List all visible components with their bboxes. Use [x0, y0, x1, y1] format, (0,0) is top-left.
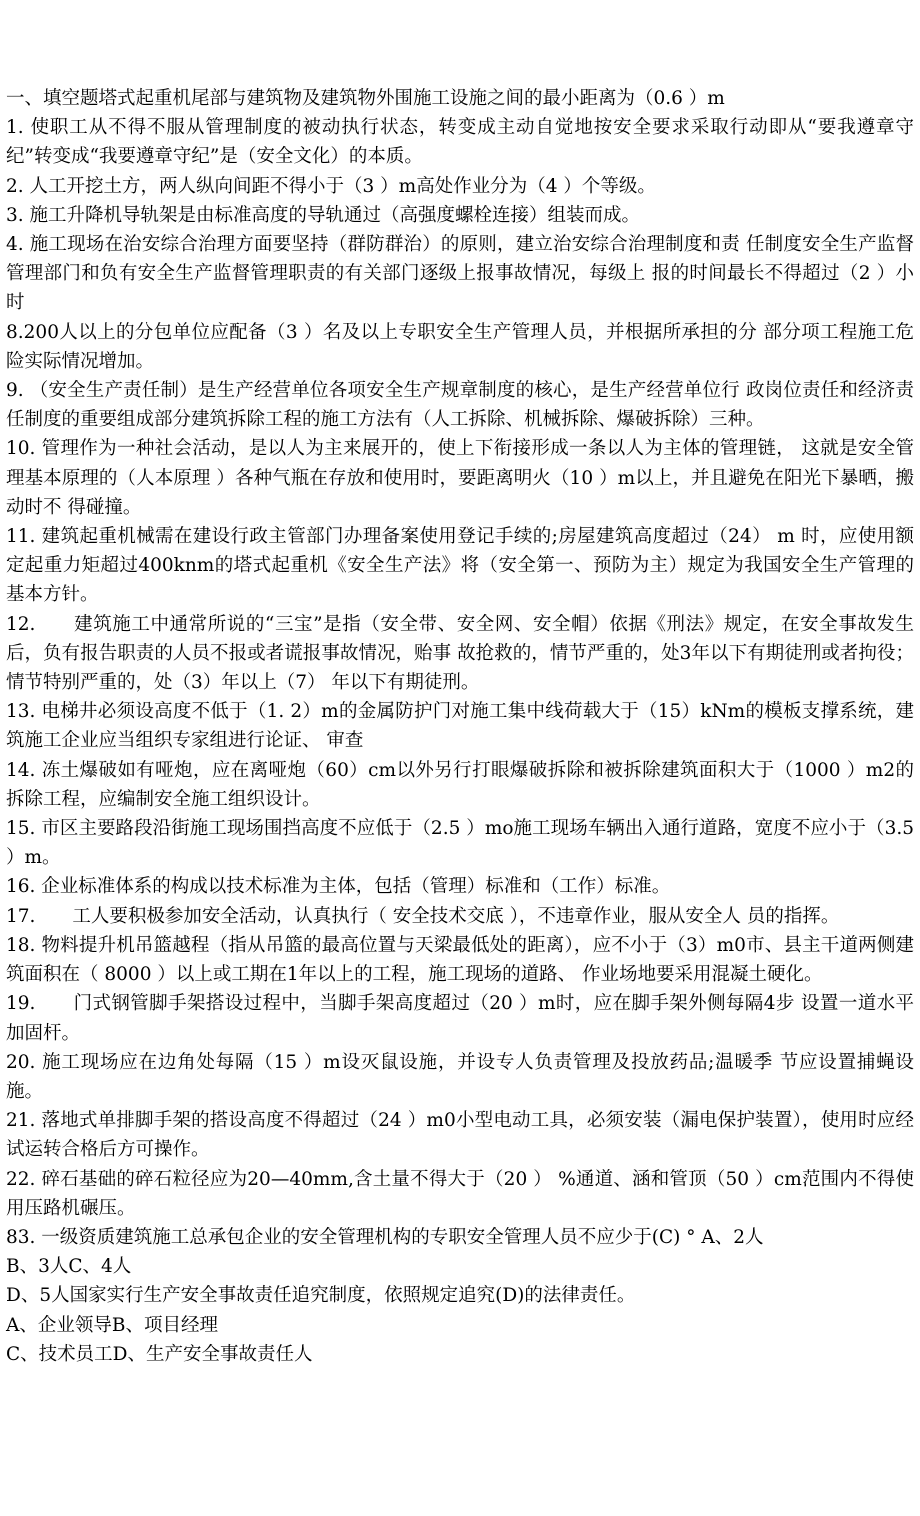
- question-8: 8.200人以上的分包单位应配备（3 ）名及以上专职安全生产管理人员，并根据所承担的分 部分项工程施工危险实际情况增加。: [6, 321, 914, 372]
- question-17: 17. 工人要积极参加安全活动，认真执行（ 安全技术交底 ），不违章作业，服从安全人 员的指挥。: [6, 905, 840, 927]
- question-13: 13. 电梯井必须设高度不低于（1. 2）m的金属防护门对施工集中线荷载大于（15）kNm的模板支撑系统，建筑施工企业应当组织专家组进行论证、 审查: [6, 701, 914, 752]
- question-83: 83. 一级资质建筑施工总承包企业的安全管理机构的专职安全管理人员不应少于(C) ° A、2人: [6, 1226, 764, 1248]
- choice-line-b-c: B、3人C、4人: [6, 1256, 132, 1278]
- question-22: 22. 碎石基础的碎石粒径应为20—40mm,含土量不得大于（20 ） %通道、涵和管顶（50 ）cm范围内不得使用压路机碾压。: [6, 1168, 914, 1219]
- question-4: 4. 施工现场在治安综合治理方面要坚持（群防群治）的原则，建立治安综合治理制度和责 任制度安全生产监督管理部门和负有安全生产监督管理职责的有关部门逐级上报事故情况，每级上 报的时间最长不得超过（2 ）小时: [6, 234, 914, 314]
- choice-line-c-d: C、技术员工D、生产安全事故责任人: [6, 1343, 313, 1365]
- question-19: 19. 门式钢管脚手架搭设过程中，当脚手架高度超过（20 ）m时，应在脚手架外侧每隔4步 设置一道水平加固杆。: [6, 993, 914, 1044]
- question-11: 11. 建筑起重机械需在建设行政主管部门办理备案使用登记手续的;房屋建筑高度超过（24） m 时，应使用额定起重力矩超过400knm的塔式起重机《安全生产法》将（安全第一、预防为主）规定为我国安全生产管理的基本方针。: [6, 526, 914, 606]
- question-14: 14. 冻土爆破如有哑炮，应在离哑炮（60）cm以外另行打眼爆破拆除和被拆除建筑面积大于（1000 ）m2的拆除工程，应编制安全施工组织设计。: [6, 759, 914, 810]
- question-1: 1. 使职工从不得不服从管理制度的被动执行状态，转变成主动自觉地按安全要求采取行动即从“要我遵章守纪”转变成“我要遵章守纪”是（安全文化）的本质。: [6, 117, 914, 168]
- question-18: 18. 物料提升机吊篮越程（指从吊篮的最高位置与天梁最低处的距离），应不小于（3）m0市、县主干道两侧建筑面积在（ 8000 ）以上或工期在1年以上的工程，施工现场的道路、 作业场地要采用混凝土硬化。: [6, 934, 914, 986]
- question-12: 12. 建筑施工中通常所说的“三宝”是指（安全带、安全网、安全帽）依据《刑法》规定，在安全事故发生后，负有报告职责的人员不报或者谎报事故情况，贻事 故抢救的，情节严重的，处3年以下有期徒刑或者拘役；情节特别严重的，处（3）年以上（7） 年以下有期徒刑。: [6, 613, 914, 694]
- question-21: 21. 落地式单排脚手架的搭设高度不得超过（24 ）m0小型电动工具，必须安装（漏电保护装置），使用时应经试运转合格后方可操作。: [6, 1110, 914, 1161]
- heading-question-0: 一、填空题塔式起重机尾部与建筑物及建筑物外围施工设施之间的最小距离为（0.6 ）m: [6, 88, 725, 109]
- choice-line-a-b: A、企业领导B、项目经理: [6, 1314, 218, 1336]
- question-9: 9. （安全生产责任制）是生产经营单位各项安全生产规章制度的核心，是生产经营单位行 政岗位责任和经济责任制度的重要组成部分建筑拆除工程的施工方法有（人工拆除、机械拆除、爆破拆除）三种。: [6, 380, 914, 431]
- choice-line-d: D、5人国家实行生产安全事故责任追究制度，依照规定追究(D)的法律责任。: [6, 1285, 636, 1307]
- question-10: 10. 管理作为一种社会活动，是以人为主来展开的，使上下衔接形成一条以人为主体的管理链， 这就是安全管理基本原理的（人本原理 ）各种气瓶在存放和使用时，要距离明火（10 ）m以上，并且避免在阳光下暴晒，搬动时不 得碰撞。: [6, 438, 914, 518]
- document-body: [6, 84, 914, 1369]
- question-2: 2. 人工开挖土方，两人纵向间距不得小于（3 ）m高处作业分为（4 ）个等级。: [6, 175, 656, 197]
- question-20: 20. 施工现场应在边角处每隔（15 ）m设灭鼠设施，并设专人负责管理及投放药品;温暖季 节应设置捕蝇设施。: [6, 1051, 914, 1102]
- question-16: 16. 企业标准体系的构成以技术标准为主体，包括（管理）标准和（工作）标准。: [6, 876, 671, 898]
- question-3: 3. 施工升降机导轨架是由标准高度的导轨通过（高强度螺栓连接）组装而成。: [6, 204, 641, 226]
- question-15: 15. 市区主要路段沿街施工现场围挡高度不应低于（2.5 ）mo施工现场车辆出入通行道路，宽度不应小于（3.5 ）m。: [6, 818, 914, 869]
